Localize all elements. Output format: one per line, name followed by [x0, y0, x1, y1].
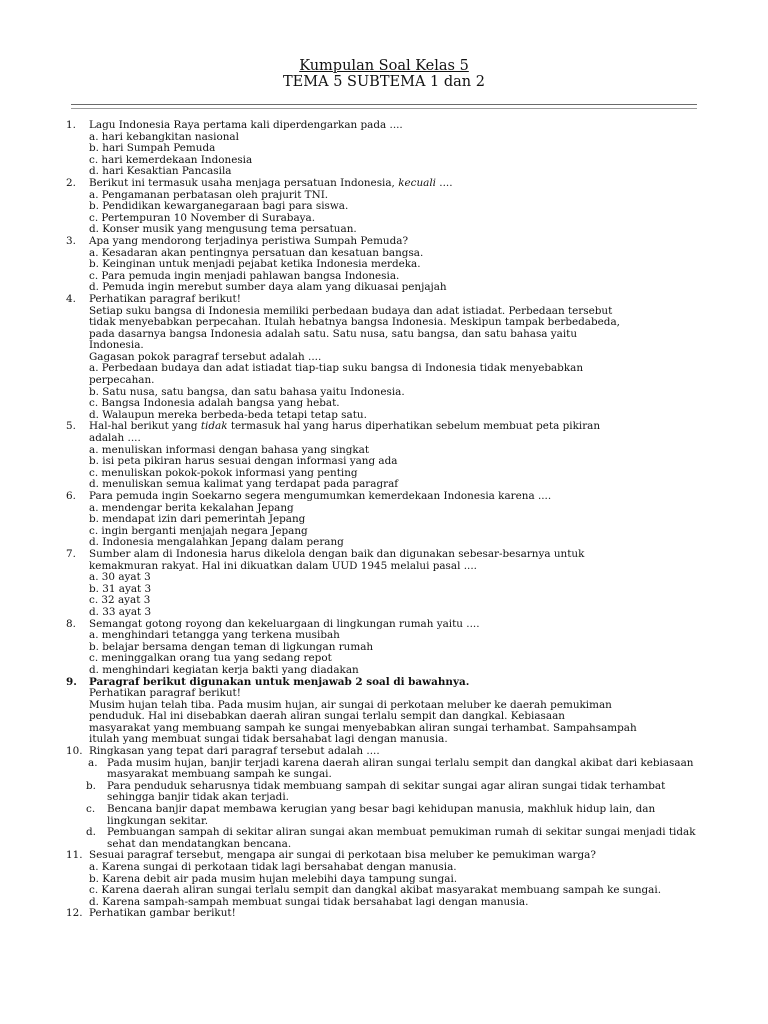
option-letter: c. — [86, 803, 96, 816]
question-number: 7. — [66, 547, 76, 560]
paragraph-line: penduduk. Hal ini disebabkan daerah aliran sungai terlalu sempit dan dangkal. Kebiasaan — [89, 710, 565, 723]
option-text: Pada musim hujan, banjir terjadi karena daerah aliran sungai terlalu sempit dan dangkal akibat dari kebiasaan masyarakat membuang sampah ke sungai. — [107, 756, 694, 781]
question-number: 8. — [66, 617, 76, 630]
question-prompt: Gagasan pokok paragraf tersebut adalah .... — [89, 350, 322, 363]
question-text: Lagu Indonesia Raya pertama kali diperdengarkan pada .... — [89, 119, 403, 131]
question-4 — [0, 294, 768, 306]
answer-option: b. belajar bersama dengan teman di ligkungan rumah — [89, 640, 374, 653]
question-text: Para pemuda ingin Soekarno segera mengumumkan kemerdekaan Indonesia karena .... — [89, 490, 552, 502]
question-text: Paragraf berikut digunakan untuk menjawab 2 soal di bawahnya. — [89, 675, 470, 688]
answer-option: a. Pengamanan perbatasan oleh prajurit TNI. — [89, 188, 329, 201]
question-number: 1. — [66, 119, 76, 131]
answer-option — [0, 758, 768, 781]
header-divider — [71, 104, 697, 109]
paragraph-line: pada dasarnya bangsa Indonesia adalah satu. Satu nusa, satu bangsa, dan satu bahasa yaitu — [89, 327, 578, 340]
option-letter: b. — [86, 779, 96, 792]
question-number: 12. — [66, 907, 83, 920]
answer-option: a. hari kebangkitan nasional — [89, 130, 239, 143]
emphasis-text: kecuali — [398, 176, 436, 189]
answer-option: c. 32 ayat 3 — [89, 594, 151, 607]
question-number: 11. — [66, 849, 83, 862]
answer-option: d. Indonesia mengalahkan Jepang dalam perang — [89, 536, 344, 549]
question-text-continuation: adalah .... — [89, 432, 141, 445]
question-text: Sesuai paragraf tersebut, mengapa air sungai di perkotaan bisa meluber ke pemukiman warga? — [89, 849, 596, 862]
question-list — [0, 120, 768, 920]
answer-option: c. menuliskan pokok-pokok informasi yang penting — [89, 466, 358, 479]
question-12 — [0, 908, 768, 920]
answer-option: d. menuliskan semua kalimat yang terdapat pada paragraf — [89, 478, 399, 491]
answer-option: b. Pendidikan kewarganegaraan bagi para siswa. — [89, 200, 349, 213]
document-header — [0, 58, 768, 90]
question-2 — [0, 178, 768, 190]
answer-option: d. 33 ayat 3 — [89, 605, 152, 618]
answer-option: a. 30 ayat 3 — [89, 571, 151, 584]
answer-option: d. Walaupun mereka berbeda-beda tetapi tetap satu. — [89, 408, 367, 421]
answer-option: b. 31 ayat 3 — [89, 582, 152, 595]
question-text: Perhatikan gambar berikut! — [89, 907, 236, 920]
page-subtitle: TEMA 5 SUBTEMA 1 dan 2 — [283, 74, 485, 90]
answer-option — [0, 804, 768, 827]
answer-option: a. mendengar berita kekalahan Jepang — [89, 501, 294, 514]
question-number: 9. — [66, 675, 77, 688]
question-text: Berikut ini termasuk usaha menjaga persatuan Indonesia, — [89, 176, 395, 189]
answer-option: a. menghindari tetangga yang terkena musibah — [89, 629, 340, 642]
answer-option: b. Karena debit air pada musim hujan melebihi daya tampung sungai. — [89, 872, 458, 885]
question-text: Sumber alam di Indonesia harus dikelola dengan baik dan digunakan sebesar-besarnya untuk — [89, 547, 585, 560]
question-text-tail: .... — [436, 176, 453, 189]
answer-option: b. hari Sumpah Pemuda — [89, 142, 216, 155]
paragraph-line: itulah yang membuat sungai tidak bersahabat lagi dengan manusia. — [89, 733, 448, 746]
question-number: 3. — [66, 234, 76, 247]
option-text: Para penduduk seharusnya tidak membuang sampah di sekitar sungai agar aliran sungai tidak terhambat sehingga banjir tidak akan terjadi. — [107, 779, 666, 804]
answer-option: d. menghindari kegiatan kerja bakti yang diadakan — [89, 663, 359, 676]
answer-option: a. Kesadaran akan pentingnya persatuan dan kesatuan bangsa. — [89, 246, 424, 259]
question-1 — [0, 120, 768, 132]
answer-option: c. Para pemuda ingin menjadi pahlawan bangsa Indonesia. — [89, 269, 400, 282]
question-text: Ringkasan yang tepat dari paragraf tersebut adalah .... — [89, 745, 380, 758]
question-number: 10. — [66, 745, 83, 758]
option-letter: d. — [86, 826, 96, 839]
question-number: 4. — [66, 292, 76, 305]
answer-option: d. Karena sampah-sampah membuat sungai tidak bersahabat lagi dengan manusia. — [89, 895, 529, 908]
answer-option: c. hari kemerdekaan Indonesia — [89, 153, 253, 166]
paragraph-line: masyarakat yang membuang sampah ke sungai menyebabkan aliran sungai terhambat. Sampahsampah — [89, 721, 637, 734]
answer-option: c. meninggalkan orang tua yang sedang repot — [89, 652, 332, 665]
answer-option — [0, 781, 768, 804]
option-text: Pembuangan sampah di sekitar aliran sungai akan membuat pemukiman rumah di sekitar sungai menjadi tidak sehat dan mendatangkan bencana. — [107, 826, 696, 850]
answer-option: b. mendapat izin dari pemerintah Jepang — [89, 513, 306, 526]
answer-option: d. hari Kesaktian Pancasila — [89, 165, 232, 178]
option-letter: a. — [88, 756, 98, 769]
question-text: Perhatikan paragraf berikut! — [89, 292, 241, 305]
answer-option: b. Satu nusa, satu bangsa, dan satu bahasa yaitu Indonesia. — [89, 385, 405, 398]
option-text: Bencana banjir dapat membawa kerugian yang besar bagi kehidupan manusia, makhluk hidup lain, dan lingkungan sekitar. — [107, 803, 656, 827]
question-text: Apa yang mendorong terjadinya peristiwa Sumpah Pemuda? — [89, 234, 409, 247]
answer-option: b. Keinginan untuk menjadi pejabat ketika Indonesia merdeka. — [89, 258, 421, 271]
answer-option — [0, 827, 768, 850]
paragraph-line: Perhatikan paragraf berikut! — [89, 687, 241, 700]
question-text-continuation: kemakmuran rakyat. Hal ini dikuatkan dalam UUD 1945 melalui pasal .... — [89, 559, 477, 572]
question-text: Semangat gotong royong dan kekeluargaan di lingkungan rumah yaitu .... — [89, 617, 480, 630]
question-6 — [0, 491, 768, 503]
question-number: 6. — [66, 490, 76, 502]
paragraph-line: Musim hujan telah tiba. Pada musim hujan, air sungai di perkotaan meluber ke daerah pemukiman — [89, 698, 612, 711]
answer-option: d. Pemuda ingin merebut sumber daya alam yang dikuasai penjajah — [89, 281, 447, 294]
answer-option: a. Perbedaan budaya dan adat istiadat tiap-tiap suku bangsa di Indonesia tidak menyebabkan — [89, 362, 584, 375]
answer-option: a. menuliskan informasi dengan bahasa yang singkat — [89, 443, 370, 456]
emphasis-text: tidak — [200, 420, 228, 433]
answer-option: b. isi peta pikiran harus sesuai dengan informasi yang ada — [89, 455, 398, 468]
question-number: 2. — [66, 176, 76, 189]
answer-option: c. Pertempuran 10 November di Surabaya. — [89, 211, 316, 224]
answer-option-continuation: perpecahan. — [89, 374, 155, 387]
answer-option: c. Karena daerah aliran sungai terlalu sempit dan dangkal akibat masyarakat membuang sampah ke sungai. — [89, 884, 662, 897]
paragraph-line: Setiap suku bangsa di Indonesia memiliki perbedaan budaya dan adat istiadat. Perbedaan tersebut — [89, 304, 613, 317]
answer-option: c. ingin berganti menjajah negara Jepang — [89, 524, 308, 537]
paragraph-line: Indonesia. — [89, 339, 144, 352]
question-number: 5. — [66, 420, 76, 433]
answer-option: c. Bangsa Indonesia adalah bangsa yang hebat. — [89, 397, 340, 410]
answer-option: d. Konser musik yang mengusung tema persatuan. — [89, 223, 357, 236]
question-3 — [0, 236, 768, 248]
question-text-tail: termasuk hal yang harus diperhatikan sebelum membuat peta pikiran — [227, 420, 601, 433]
question-7 — [0, 549, 768, 561]
paragraph-line: tidak menyebabkan perpecahan. Itulah hebatnya bangsa Indonesia. Meskipun tampak berbedabeda, — [89, 316, 620, 329]
answer-option: a. Karena sungai di perkotaan tidak lagi bersahabat dengan manusia. — [89, 861, 457, 873]
question-text: Hal-hal berikut yang — [89, 420, 201, 433]
page-title: Kumpulan Soal Kelas 5 — [299, 58, 469, 74]
